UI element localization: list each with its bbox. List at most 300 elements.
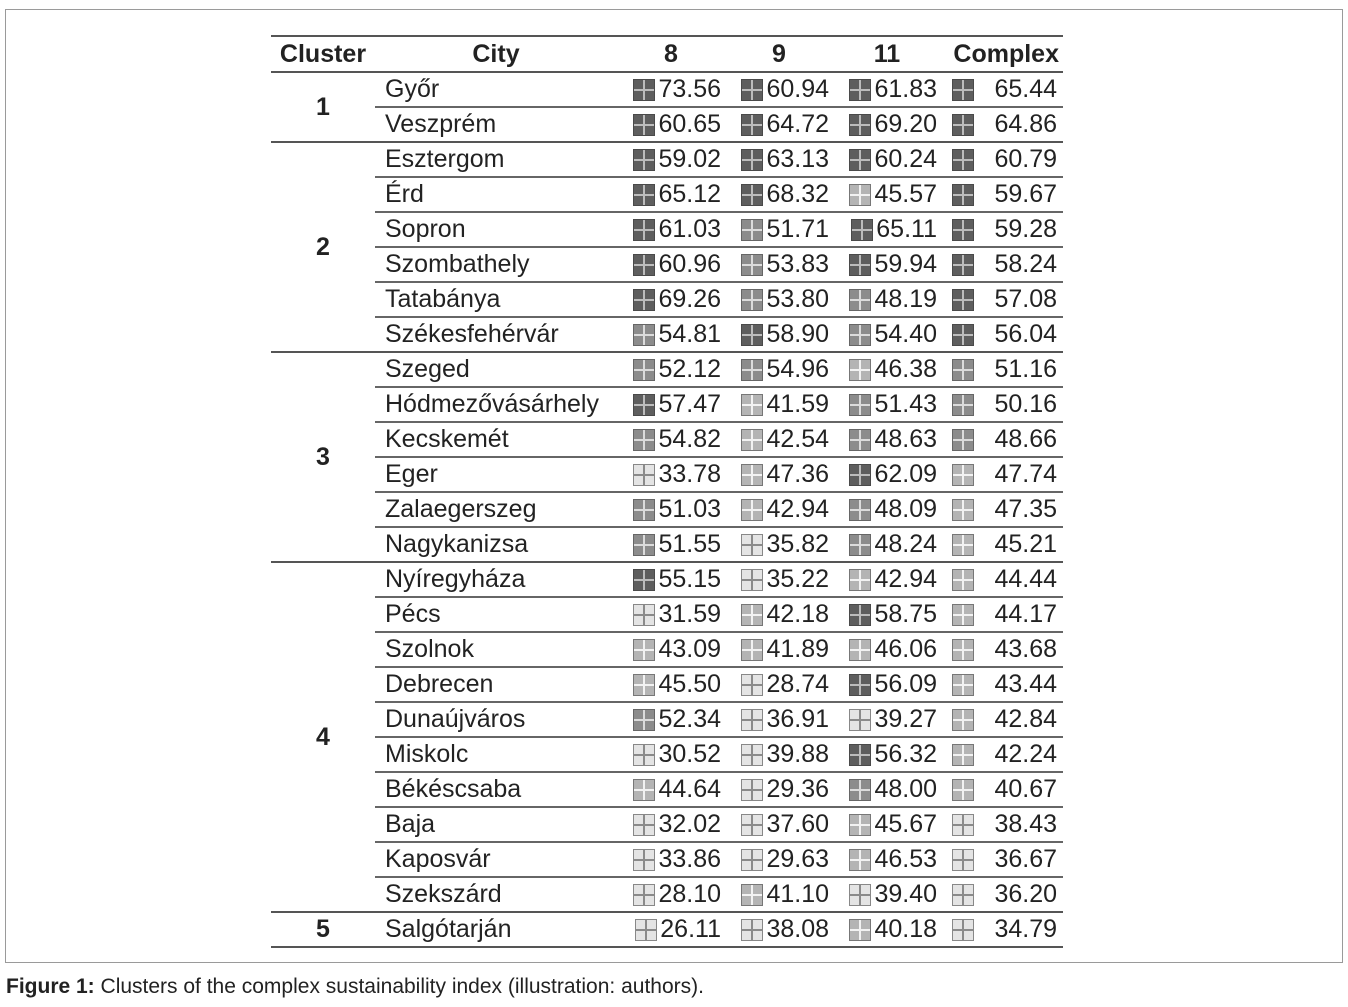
value-8: 45.50 bbox=[658, 670, 721, 698]
city-name: Nyíregyháza bbox=[375, 562, 617, 597]
complex-cell bbox=[941, 912, 1063, 947]
table-row bbox=[271, 807, 1063, 842]
value-9: 41.59 bbox=[766, 390, 829, 418]
value-9-cell bbox=[725, 807, 833, 842]
complex-value: 50.16 bbox=[994, 390, 1057, 418]
grid-icon bbox=[741, 394, 763, 416]
table-row bbox=[271, 772, 1063, 807]
grid-icon bbox=[633, 464, 655, 486]
grid-icon bbox=[849, 779, 871, 801]
grid-icon bbox=[741, 604, 763, 626]
value-8-cell bbox=[617, 807, 725, 842]
complex-cell bbox=[941, 737, 1063, 772]
complex-value: 58.24 bbox=[994, 250, 1057, 278]
table-row bbox=[271, 387, 1063, 422]
grid-icon bbox=[952, 149, 974, 171]
value-11-cell bbox=[833, 317, 941, 352]
value-9: 54.96 bbox=[766, 355, 829, 383]
value-11-cell bbox=[833, 457, 941, 492]
complex-cell bbox=[941, 142, 1063, 177]
grid-icon bbox=[952, 709, 974, 731]
value-11-cell bbox=[833, 562, 941, 597]
complex-cell bbox=[941, 492, 1063, 527]
grid-icon bbox=[741, 919, 763, 941]
grid-icon bbox=[633, 324, 655, 346]
value-11-cell bbox=[833, 72, 941, 107]
grid-icon bbox=[952, 499, 974, 521]
header-indicator-8: 8 bbox=[617, 36, 725, 72]
value-11: 56.09 bbox=[874, 670, 937, 698]
city-name: Pécs bbox=[375, 597, 617, 632]
header-row bbox=[271, 36, 1063, 72]
complex-cell bbox=[941, 422, 1063, 457]
grid-icon bbox=[741, 149, 763, 171]
value-8-cell bbox=[617, 632, 725, 667]
complex-value: 56.04 bbox=[994, 320, 1057, 348]
value-9: 58.90 bbox=[766, 320, 829, 348]
header-indicator-9: 9 bbox=[725, 36, 833, 72]
complex-cell bbox=[941, 72, 1063, 107]
value-11: 69.20 bbox=[874, 110, 937, 138]
grid-icon bbox=[741, 534, 763, 556]
grid-icon bbox=[633, 79, 655, 101]
value-8: 65.12 bbox=[658, 180, 721, 208]
complex-value: 48.66 bbox=[994, 425, 1057, 453]
grid-icon bbox=[741, 429, 763, 451]
value-9-cell bbox=[725, 387, 833, 422]
grid-icon bbox=[849, 184, 871, 206]
table-row bbox=[271, 702, 1063, 737]
city-name: Szekszárd bbox=[375, 877, 617, 912]
grid-icon bbox=[849, 359, 871, 381]
figure-frame bbox=[5, 9, 1343, 963]
value-11: 61.83 bbox=[874, 75, 937, 103]
value-11: 48.24 bbox=[874, 530, 937, 558]
value-11: 54.40 bbox=[874, 320, 937, 348]
value-9-cell bbox=[725, 562, 833, 597]
grid-icon bbox=[741, 779, 763, 801]
grid-icon bbox=[633, 429, 655, 451]
grid-icon bbox=[741, 114, 763, 136]
value-11-cell bbox=[833, 527, 941, 562]
value-9-cell bbox=[725, 527, 833, 562]
complex-value: 51.16 bbox=[994, 355, 1057, 383]
city-name: Kecskemét bbox=[375, 422, 617, 457]
complex-value: 47.74 bbox=[994, 460, 1057, 488]
value-8: 26.11 bbox=[660, 915, 721, 943]
complex-cell bbox=[941, 387, 1063, 422]
value-11-cell bbox=[833, 142, 941, 177]
grid-icon bbox=[741, 569, 763, 591]
value-9-cell bbox=[725, 107, 833, 142]
grid-icon bbox=[849, 429, 871, 451]
grid-icon bbox=[952, 429, 974, 451]
value-11-cell bbox=[833, 632, 941, 667]
value-9: 63.13 bbox=[766, 145, 829, 173]
value-9: 68.32 bbox=[766, 180, 829, 208]
grid-icon bbox=[741, 324, 763, 346]
value-8-cell bbox=[617, 142, 725, 177]
caption-text: Clusters of the complex sustainability index (illustration: authors). bbox=[94, 975, 704, 998]
value-8: 54.82 bbox=[658, 425, 721, 453]
value-8-cell bbox=[617, 352, 725, 387]
value-8: 51.55 bbox=[658, 530, 721, 558]
value-8-cell bbox=[617, 842, 725, 877]
table-row bbox=[271, 877, 1063, 912]
value-11: 48.63 bbox=[874, 425, 937, 453]
value-11: 58.75 bbox=[874, 600, 937, 628]
city-name: Győr bbox=[375, 72, 617, 107]
complex-value: 45.21 bbox=[994, 530, 1057, 558]
city-name: Salgótarján bbox=[375, 912, 617, 947]
header-cluster: Cluster bbox=[271, 36, 375, 72]
value-9: 28.74 bbox=[766, 670, 829, 698]
grid-icon bbox=[633, 639, 655, 661]
value-8: 44.64 bbox=[658, 775, 721, 803]
complex-value: 60.79 bbox=[994, 145, 1057, 173]
city-name: Eger bbox=[375, 457, 617, 492]
value-11-cell bbox=[833, 212, 941, 247]
value-9-cell bbox=[725, 422, 833, 457]
caption-label: Figure 1: bbox=[6, 975, 95, 998]
value-11: 45.67 bbox=[874, 810, 937, 838]
value-8: 60.65 bbox=[658, 110, 721, 138]
value-11-cell bbox=[833, 422, 941, 457]
value-8: 33.86 bbox=[658, 845, 721, 873]
grid-icon bbox=[952, 674, 974, 696]
table-row bbox=[271, 527, 1063, 562]
grid-icon bbox=[849, 534, 871, 556]
value-9: 38.08 bbox=[766, 915, 829, 943]
city-name: Székesfehérvár bbox=[375, 317, 617, 352]
table-row bbox=[271, 632, 1063, 667]
complex-cell bbox=[941, 562, 1063, 597]
complex-cell bbox=[941, 177, 1063, 212]
value-9-cell bbox=[725, 737, 833, 772]
header-city: City bbox=[375, 36, 617, 72]
complex-value: 43.68 bbox=[994, 635, 1057, 663]
value-9: 60.94 bbox=[766, 75, 829, 103]
complex-cell bbox=[941, 772, 1063, 807]
city-name: Szombathely bbox=[375, 247, 617, 282]
grid-icon bbox=[741, 674, 763, 696]
value-11: 45.57 bbox=[874, 180, 937, 208]
grid-icon bbox=[849, 884, 871, 906]
value-8: 52.34 bbox=[658, 705, 721, 733]
city-name: Tatabánya bbox=[375, 282, 617, 317]
grid-icon bbox=[633, 149, 655, 171]
complex-cell bbox=[941, 107, 1063, 142]
complex-value: 57.08 bbox=[994, 285, 1057, 313]
value-9: 64.72 bbox=[766, 110, 829, 138]
value-9: 29.63 bbox=[766, 845, 829, 873]
cluster-number: 1 bbox=[271, 72, 375, 142]
value-8-cell bbox=[617, 877, 725, 912]
value-8: 61.03 bbox=[658, 215, 721, 243]
value-11: 65.11 bbox=[876, 215, 937, 243]
value-8: 59.02 bbox=[658, 145, 721, 173]
value-11-cell bbox=[833, 772, 941, 807]
value-8-cell bbox=[617, 317, 725, 352]
value-9: 47.36 bbox=[766, 460, 829, 488]
value-8-cell bbox=[617, 667, 725, 702]
city-name: Békéscsaba bbox=[375, 772, 617, 807]
value-9-cell bbox=[725, 632, 833, 667]
table-row bbox=[271, 247, 1063, 282]
grid-icon bbox=[741, 639, 763, 661]
complex-value: 44.17 bbox=[994, 600, 1057, 628]
complex-value: 42.24 bbox=[994, 740, 1057, 768]
value-8: 32.02 bbox=[658, 810, 721, 838]
grid-icon bbox=[741, 254, 763, 276]
cluster-number: 2 bbox=[271, 142, 375, 352]
grid-icon bbox=[741, 359, 763, 381]
value-11-cell bbox=[833, 807, 941, 842]
table-row bbox=[271, 562, 1063, 597]
grid-icon bbox=[633, 184, 655, 206]
cluster-table bbox=[271, 35, 1063, 948]
value-8-cell bbox=[617, 422, 725, 457]
table-row bbox=[271, 842, 1063, 877]
table-row bbox=[271, 912, 1063, 947]
complex-value: 65.44 bbox=[994, 75, 1057, 103]
value-8-cell bbox=[617, 772, 725, 807]
complex-cell bbox=[941, 247, 1063, 282]
value-9-cell bbox=[725, 912, 833, 947]
value-11-cell bbox=[833, 282, 941, 317]
value-11-cell bbox=[833, 247, 941, 282]
grid-icon bbox=[849, 709, 871, 731]
value-8-cell bbox=[617, 492, 725, 527]
table-row bbox=[271, 492, 1063, 527]
complex-cell bbox=[941, 667, 1063, 702]
value-9: 42.18 bbox=[766, 600, 829, 628]
value-8: 57.47 bbox=[658, 390, 721, 418]
value-9: 42.94 bbox=[766, 495, 829, 523]
grid-icon bbox=[952, 254, 974, 276]
value-8: 33.78 bbox=[658, 460, 721, 488]
value-11-cell bbox=[833, 842, 941, 877]
value-9-cell bbox=[725, 247, 833, 282]
value-9-cell bbox=[725, 702, 833, 737]
value-11-cell bbox=[833, 912, 941, 947]
grid-icon bbox=[849, 114, 871, 136]
grid-icon bbox=[952, 779, 974, 801]
grid-icon bbox=[849, 744, 871, 766]
value-8: 31.59 bbox=[658, 600, 721, 628]
value-8: 28.10 bbox=[658, 880, 721, 908]
value-11: 39.40 bbox=[874, 880, 937, 908]
grid-icon bbox=[849, 394, 871, 416]
grid-icon bbox=[952, 534, 974, 556]
value-9: 51.71 bbox=[766, 215, 829, 243]
city-name: Érd bbox=[375, 177, 617, 212]
grid-icon bbox=[952, 814, 974, 836]
table-row bbox=[271, 107, 1063, 142]
grid-icon bbox=[952, 219, 974, 241]
grid-icon bbox=[952, 359, 974, 381]
value-8: 73.56 bbox=[658, 75, 721, 103]
city-name: Miskolc bbox=[375, 737, 617, 772]
value-8: 30.52 bbox=[658, 740, 721, 768]
value-9-cell bbox=[725, 597, 833, 632]
complex-value: 59.28 bbox=[994, 215, 1057, 243]
value-9-cell bbox=[725, 317, 833, 352]
city-name: Szolnok bbox=[375, 632, 617, 667]
value-9-cell bbox=[725, 142, 833, 177]
value-11: 60.24 bbox=[874, 145, 937, 173]
grid-icon bbox=[633, 114, 655, 136]
value-8-cell bbox=[617, 387, 725, 422]
table-body bbox=[271, 72, 1063, 947]
city-name: Nagykanizsa bbox=[375, 527, 617, 562]
grid-icon bbox=[633, 604, 655, 626]
value-11-cell bbox=[833, 107, 941, 142]
grid-icon bbox=[741, 219, 763, 241]
value-9: 36.91 bbox=[766, 705, 829, 733]
grid-icon bbox=[849, 604, 871, 626]
complex-cell bbox=[941, 632, 1063, 667]
value-9: 29.36 bbox=[766, 775, 829, 803]
value-9: 35.22 bbox=[766, 565, 829, 593]
value-8: 51.03 bbox=[658, 495, 721, 523]
value-8: 60.96 bbox=[658, 250, 721, 278]
value-9: 35.82 bbox=[766, 530, 829, 558]
table-row bbox=[271, 737, 1063, 772]
grid-icon bbox=[849, 569, 871, 591]
complex-cell bbox=[941, 352, 1063, 387]
table-row bbox=[271, 667, 1063, 702]
value-9-cell bbox=[725, 352, 833, 387]
grid-icon bbox=[741, 814, 763, 836]
table-row bbox=[271, 457, 1063, 492]
complex-value: 43.44 bbox=[994, 670, 1057, 698]
complex-value: 42.84 bbox=[994, 705, 1057, 733]
grid-icon bbox=[633, 884, 655, 906]
value-9: 41.89 bbox=[766, 635, 829, 663]
grid-icon bbox=[849, 149, 871, 171]
city-name: Baja bbox=[375, 807, 617, 842]
value-11-cell bbox=[833, 387, 941, 422]
grid-icon bbox=[741, 289, 763, 311]
value-11: 46.06 bbox=[874, 635, 937, 663]
cluster-number: 4 bbox=[271, 562, 375, 912]
value-11: 56.32 bbox=[874, 740, 937, 768]
grid-icon bbox=[741, 464, 763, 486]
complex-cell bbox=[941, 317, 1063, 352]
grid-icon bbox=[952, 324, 974, 346]
complex-value: 59.67 bbox=[994, 180, 1057, 208]
grid-icon bbox=[741, 79, 763, 101]
value-8-cell bbox=[617, 457, 725, 492]
grid-icon bbox=[849, 814, 871, 836]
grid-icon bbox=[633, 814, 655, 836]
grid-icon bbox=[633, 709, 655, 731]
complex-cell bbox=[941, 457, 1063, 492]
value-8-cell bbox=[617, 247, 725, 282]
complex-cell bbox=[941, 527, 1063, 562]
grid-icon bbox=[633, 219, 655, 241]
grid-icon bbox=[952, 289, 974, 311]
value-11: 62.09 bbox=[874, 460, 937, 488]
value-9-cell bbox=[725, 492, 833, 527]
table-row bbox=[271, 597, 1063, 632]
complex-value: 40.67 bbox=[994, 775, 1057, 803]
value-9: 41.10 bbox=[766, 880, 829, 908]
value-11-cell bbox=[833, 667, 941, 702]
grid-icon bbox=[633, 499, 655, 521]
grid-icon bbox=[849, 639, 871, 661]
complex-value: 34.79 bbox=[994, 915, 1057, 943]
value-8-cell bbox=[617, 72, 725, 107]
complex-cell bbox=[941, 877, 1063, 912]
value-11: 51.43 bbox=[874, 390, 937, 418]
grid-icon bbox=[952, 884, 974, 906]
grid-icon bbox=[633, 254, 655, 276]
grid-icon bbox=[952, 184, 974, 206]
value-8-cell bbox=[617, 527, 725, 562]
complex-cell bbox=[941, 807, 1063, 842]
value-8: 52.12 bbox=[658, 355, 721, 383]
grid-icon bbox=[635, 919, 657, 941]
grid-icon bbox=[633, 674, 655, 696]
cluster-number: 3 bbox=[271, 352, 375, 562]
value-11: 48.19 bbox=[874, 285, 937, 313]
value-11: 48.09 bbox=[874, 495, 937, 523]
value-11-cell bbox=[833, 737, 941, 772]
grid-icon bbox=[741, 849, 763, 871]
cluster-number: 5 bbox=[271, 912, 375, 947]
grid-icon bbox=[952, 639, 974, 661]
table-row bbox=[271, 212, 1063, 247]
grid-icon bbox=[849, 324, 871, 346]
value-8-cell bbox=[617, 702, 725, 737]
grid-icon bbox=[633, 394, 655, 416]
grid-icon bbox=[851, 219, 873, 241]
grid-icon bbox=[952, 569, 974, 591]
grid-icon bbox=[849, 849, 871, 871]
grid-icon bbox=[849, 499, 871, 521]
value-11: 46.53 bbox=[874, 845, 937, 873]
value-8-cell bbox=[617, 562, 725, 597]
complex-cell bbox=[941, 597, 1063, 632]
complex-cell bbox=[941, 212, 1063, 247]
grid-icon bbox=[849, 254, 871, 276]
complex-value: 36.67 bbox=[994, 845, 1057, 873]
city-name: Zalaegerszeg bbox=[375, 492, 617, 527]
grid-icon bbox=[952, 114, 974, 136]
grid-icon bbox=[741, 499, 763, 521]
complex-value: 38.43 bbox=[994, 810, 1057, 838]
value-9: 39.88 bbox=[766, 740, 829, 768]
complex-value: 47.35 bbox=[994, 495, 1057, 523]
value-11: 42.94 bbox=[874, 565, 937, 593]
value-11-cell bbox=[833, 177, 941, 212]
value-11-cell bbox=[833, 702, 941, 737]
grid-icon bbox=[952, 394, 974, 416]
grid-icon bbox=[741, 744, 763, 766]
value-9-cell bbox=[725, 177, 833, 212]
complex-value: 44.44 bbox=[994, 565, 1057, 593]
value-8-cell bbox=[617, 282, 725, 317]
complex-cell bbox=[941, 842, 1063, 877]
grid-icon bbox=[952, 604, 974, 626]
grid-icon bbox=[741, 709, 763, 731]
grid-icon bbox=[952, 919, 974, 941]
value-8-cell bbox=[617, 597, 725, 632]
value-9-cell bbox=[725, 667, 833, 702]
value-9-cell bbox=[725, 72, 833, 107]
